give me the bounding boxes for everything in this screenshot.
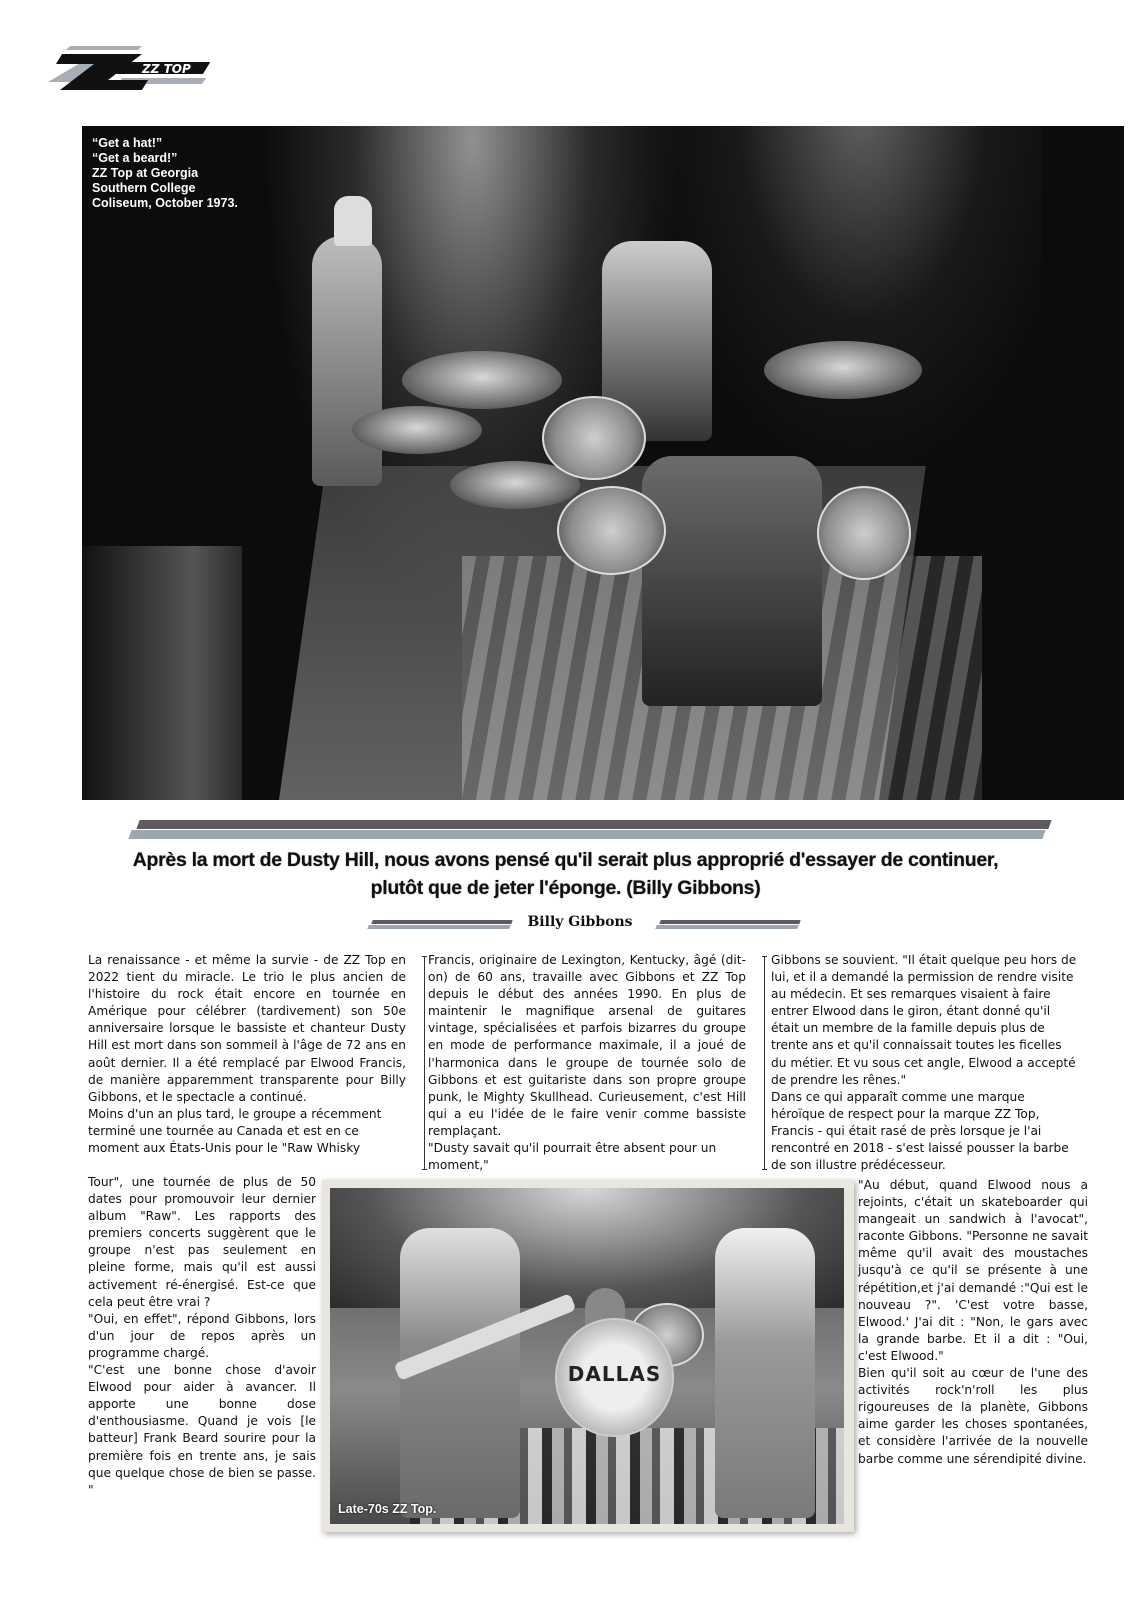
- decorative-stripe-dark: [136, 820, 1051, 829]
- decorative-stripe-light: [128, 830, 1045, 839]
- paragraph: "Dusty savait qu'il pourrait être absent pour un moment,": [428, 1141, 717, 1173]
- photo-caption-bottom: Late-70s ZZ Top.: [338, 1502, 437, 1516]
- cymbal: [764, 341, 922, 399]
- paragraph: Gibbons se souvient. "Il était quelque peu hors de lui, et il a demandé la permission de rendre visite au médecin. Et ses remarques visaient à faire entrer Elwood dans le giron, étant donné qu'il était un membre de la famille depuis plus de trente ans et qu'il connaissait toutes les ficelles du métier. Et vu sous cet angle, Elwood a accepté de prendre les rênes.": [771, 953, 1077, 1087]
- drummer-figure: [642, 456, 822, 706]
- bass-drum: DALLAS: [555, 1318, 674, 1437]
- concert-photo-1973: [82, 126, 1124, 800]
- paragraph: Francis, originaire de Lexington, Kentucky, âgé (dit-on) de 60 ans, travaille avec Gibbons et ZZ Top depuis le début des années 1990. En plus de maintenir le magnifique arsenal de guitares vintage, spécialisées et parfois bizarres du groupe en mode de performance maximale, il a joué de l'harmonica dans le groupe de tournée solo de Gibbons et est guitariste dans son propre groupe punk, le Mighty Skullhead. Curieusement, c'est Hill qui a eu l'idée de le faire venir comme bassiste remplaçant.: [428, 953, 746, 1138]
- amplifier: [82, 546, 242, 800]
- byline: Billy Gibbons: [527, 914, 633, 930]
- column-divider: [764, 956, 765, 1170]
- article-column-1-continued: [88, 1174, 316, 1499]
- article-column-3-continued: [858, 1177, 1088, 1468]
- concert-photo-late-70s: [330, 1188, 844, 1524]
- zz-top-logo-icon: [30, 40, 210, 95]
- byline-stripe-right-dark: [659, 920, 800, 924]
- article-column-1: [88, 952, 406, 1157]
- byline-stripe-left-light: [367, 925, 510, 929]
- column-divider: [424, 956, 425, 1170]
- cymbal: [352, 406, 482, 454]
- photo-frame: [322, 1180, 854, 1532]
- cowboy-hat: [334, 196, 372, 246]
- byline-stripe-right-light: [655, 925, 798, 929]
- paragraph: "Au début, quand Elwood nous a rejoints, c'était un skateboarder qui mangeait un sandwich à l'avocat", raconte Gibbons. "Personne ne savait même qu'il avait des moustaches jusqu'à ce qu'il se présente à une répétition,et j'ai demandé :"Qui est le nouveau ?". 'C'est votre basse, Elwood.' J'ai dit : "Non, le gars avec la grande barbe. Et il a dit : "Oui, c'est Elwood.": [858, 1178, 1088, 1363]
- guitarist-figure: [715, 1228, 815, 1518]
- photo-caption-top: “Get a hat!” “Get a beard!” ZZ Top at Georgia Southern College Coliseum, October 1973.: [92, 136, 238, 210]
- paragraph: "Oui, en effet", répond Gibbons, lors d'un jour de repos après un programme chargé.: [88, 1311, 316, 1360]
- paragraph: Dans ce qui apparaît comme une marque héroïque de respect pour la marque ZZ Top, Francis - qui était rasé de près lorsque je l'ai rencontré en 2018 - s'est laissé pousser la barbe de son illustre prédécesseur.: [771, 1089, 1069, 1173]
- pull-quote: [60, 846, 1071, 902]
- floor-tom: [817, 486, 911, 580]
- paragraph: Tour", une tournée de plus de 50 dates pour promouvoir leur dernier album "Raw". Les rapports des premiers concerts suggèrent que le groupe n'est pas seulement en pleine forme, mais qu'il est aussi activement ré-énergisé. Est-ce que cela peut être vrai ?: [88, 1175, 316, 1309]
- svg-text:ZZ TOP: ZZ TOP: [142, 62, 191, 76]
- paragraph: Moins d'un an plus tard, le groupe a récemment terminé une tournée au Canada et est en ce moment aux États-Unis pour le "Raw Whisky: [88, 1106, 382, 1156]
- zz-top-logo: [30, 40, 210, 95]
- cymbal: [402, 351, 562, 409]
- tom-drum: [542, 396, 646, 480]
- paragraph: "C'est une bonne chose d'avoir Elwood pour aider à avancer. Il apporte une bonne dose d'enthousiasme. Quand je vois [le batteur] Frank Beard sourire pour la première fois en trente ans, je sais que quelque chose de bien se passe. ": [88, 1363, 316, 1497]
- pull-quote-line-2: plutôt que de jeter l'éponge. (Billy Gibbons): [370, 877, 761, 899]
- byline-stripe-left-dark: [371, 920, 512, 924]
- article-column-3: [771, 952, 1077, 1174]
- pull-quote-line-1: Après la mort de Dusty Hill, nous avons pensé qu'il serait plus approprié d'essayer de continuer,: [132, 849, 999, 871]
- paragraph: Bien qu'il soit au cœur de l'une des activités rock'n'roll les plus rigoureuses de la planète, Gibbons aime garder les choses spontanées, et considère l'arrivée de la nouvelle barbe comme une sérendipité divine.: [858, 1366, 1088, 1466]
- snare-drum: [557, 486, 666, 575]
- guitarist-figure: [312, 236, 382, 486]
- article-column-2: [428, 952, 746, 1174]
- paragraph: La renaissance - et même la survie - de ZZ Top en 2022 tient du miracle. Le trio le plus ancien de l'histoire du rock était encore en tournée en Amérique pour célébrer (tardivement) son 50e anniversaire lorsque le bassiste et chanteur Dusty Hill est mort dans son sommeil à l'âge de 72 ans en août dernier. Il a été remplacé par Elwood Francis, de manière apparemment transparente pour Billy Gibbons, et le spectacle a continué.: [88, 953, 406, 1104]
